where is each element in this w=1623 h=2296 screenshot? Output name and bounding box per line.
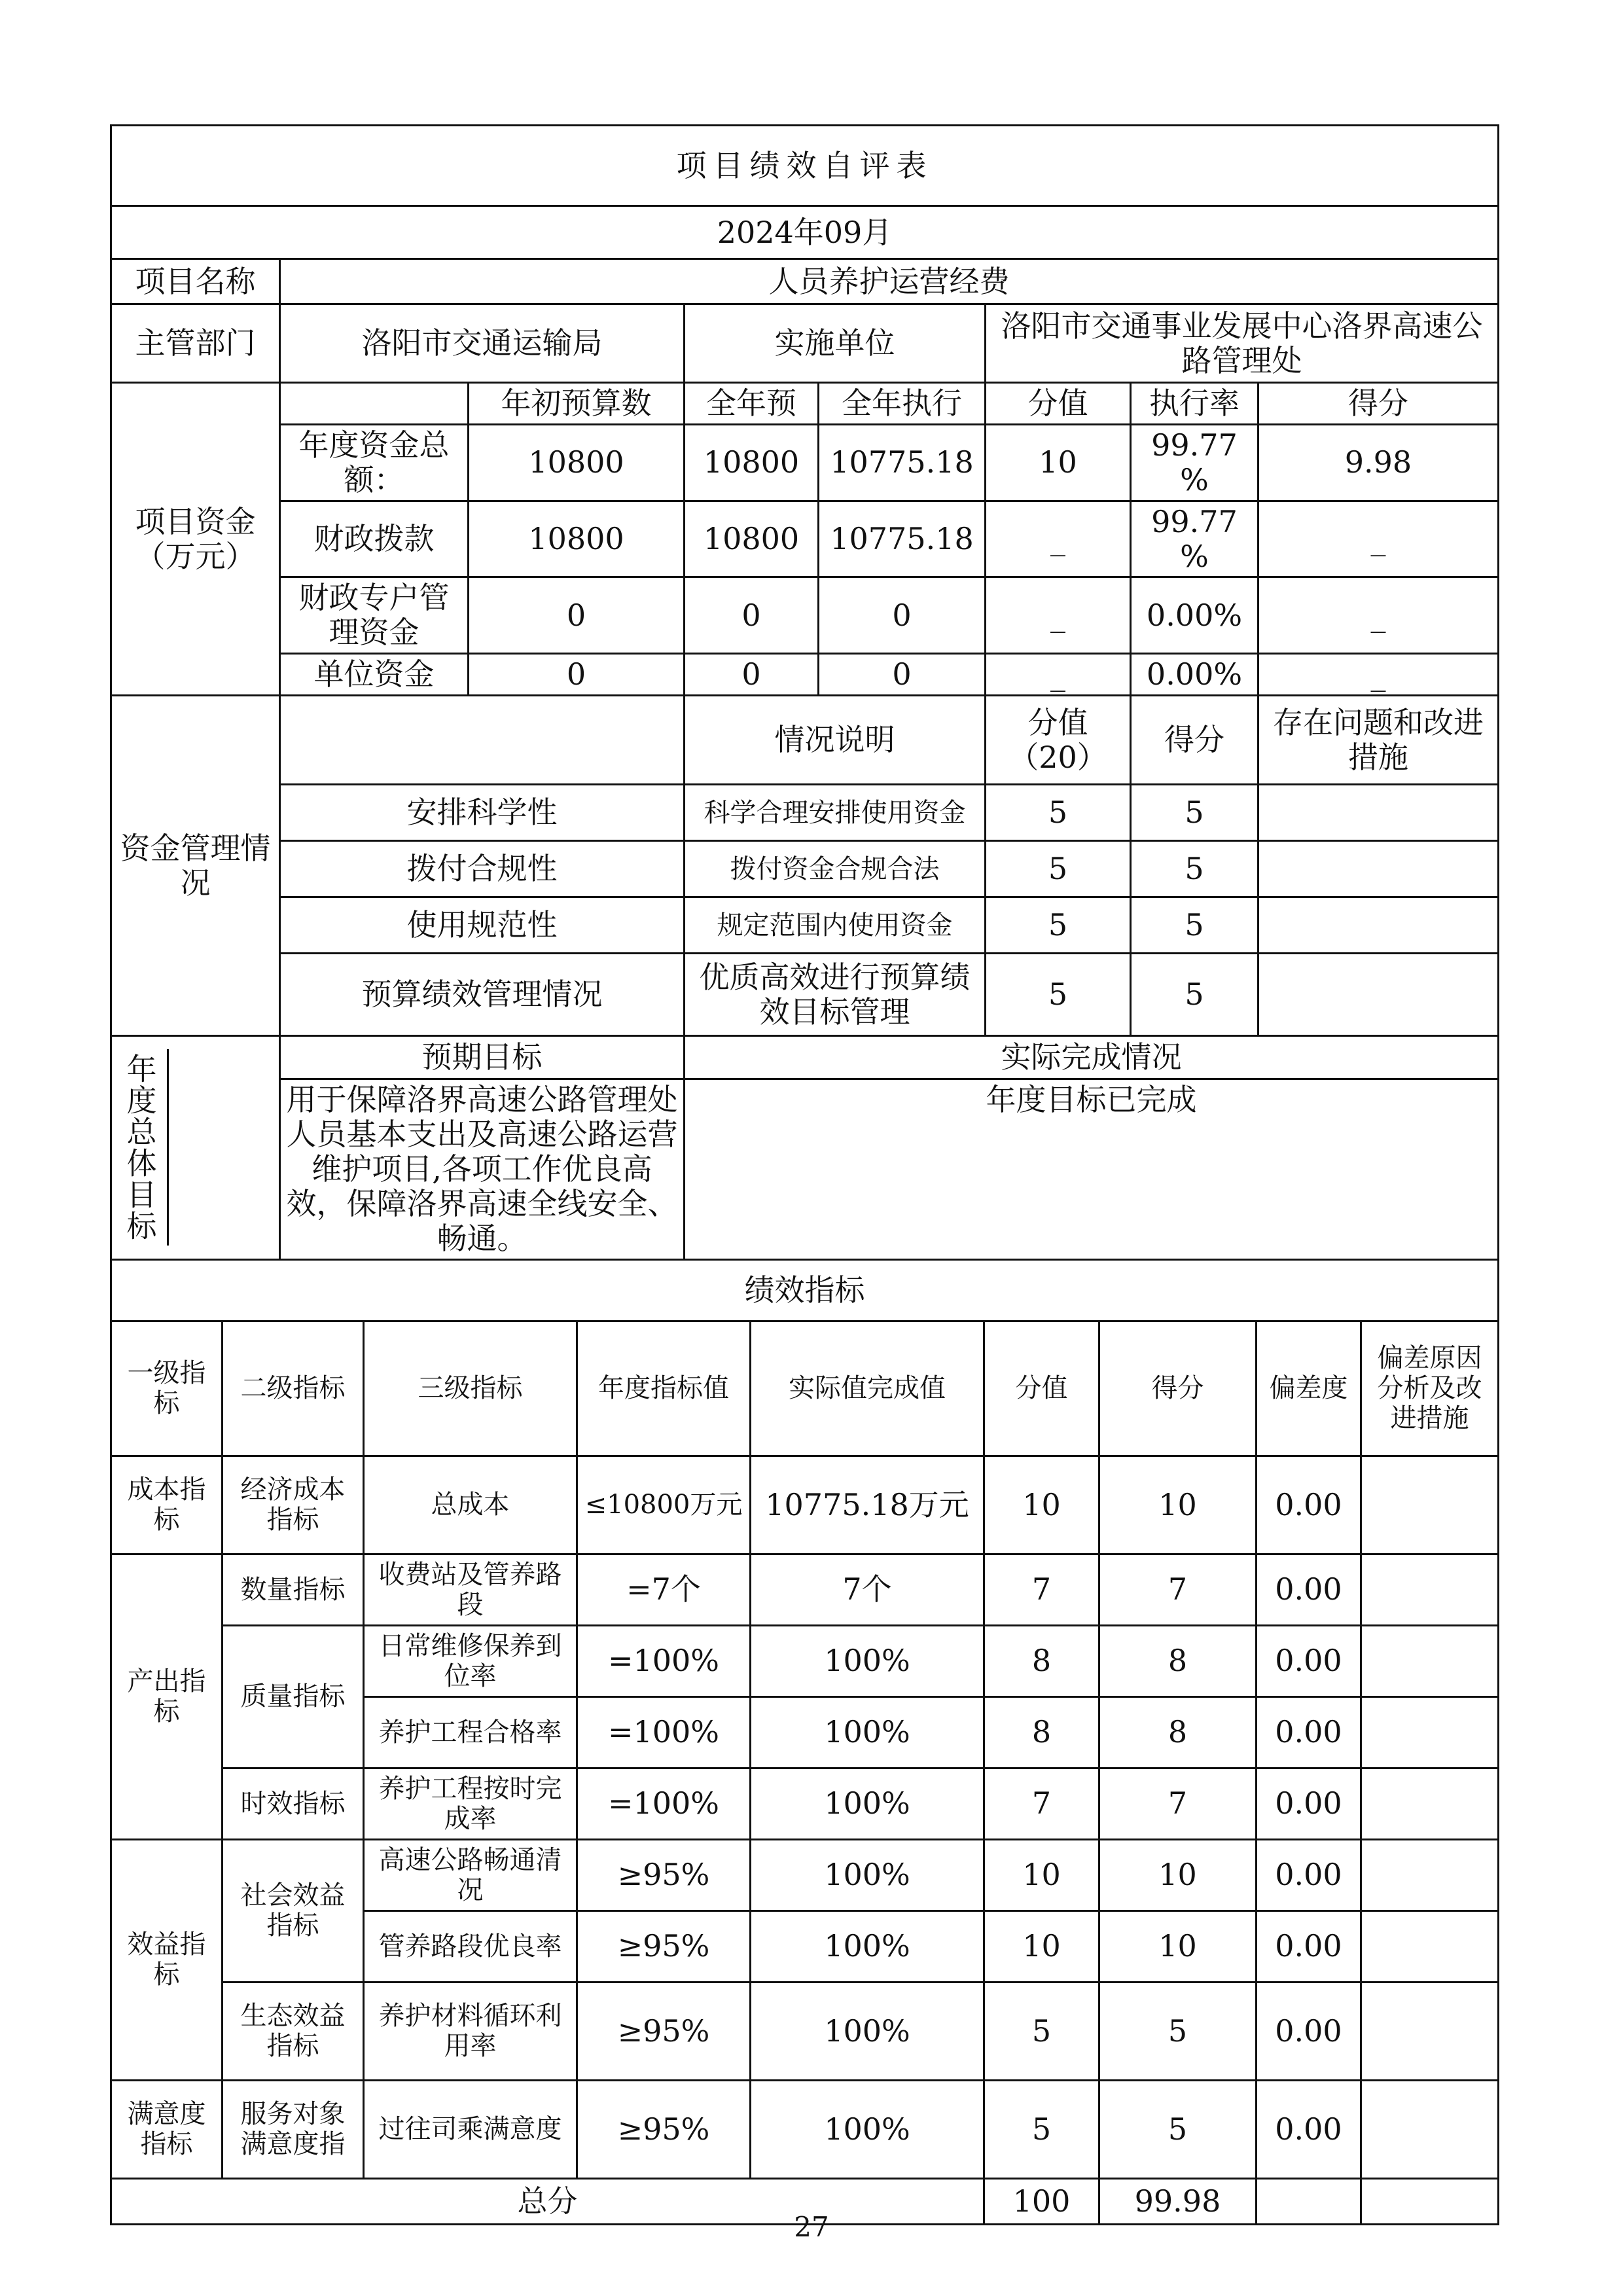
funds-header-blank xyxy=(280,383,469,425)
kpi-benefit-s1-score: 10 xyxy=(1099,1839,1257,1910)
kpi-cost-reason xyxy=(1361,1456,1499,1554)
mgmt-header-value: 分值（20） xyxy=(986,696,1131,785)
kpi-benefit-s1-value: 10 xyxy=(984,1839,1099,1910)
funds-row-value: _ xyxy=(986,577,1131,654)
kpi-header-l3: 三级指标 xyxy=(364,1321,577,1456)
kpi-benefit-eco-reason xyxy=(1361,1982,1499,2080)
funds-header-value: 分值 xyxy=(986,383,1131,425)
kpi-output-qty-target: =7个 xyxy=(577,1554,751,1625)
mgmt-row-value: 5 xyxy=(986,897,1131,954)
funds-row-rate: 0.00% xyxy=(1131,577,1258,654)
funds-row-value: _ xyxy=(986,654,1131,696)
kpi-benefit-s1-target: ≥95% xyxy=(577,1839,751,1910)
kpi-benefit-s1-l3: 高速公路畅通清况 xyxy=(364,1839,577,1910)
dept-label: 主管部门 xyxy=(111,304,280,383)
funds-row-full: 0 xyxy=(685,577,819,654)
form-title: 项目绩效自评表 xyxy=(111,126,1499,206)
kpi-output-time-actual: 100% xyxy=(751,1768,984,1839)
funds-row-name: 财政拨款 xyxy=(280,501,469,577)
kpi-output-q2-reason xyxy=(1361,1696,1499,1768)
funds-row-budget: 10800 xyxy=(469,501,685,577)
total-label: 总分 xyxy=(111,2178,984,2224)
mgmt-row-issue xyxy=(1258,954,1499,1036)
funds-row-score: _ xyxy=(1258,654,1499,696)
kpi-satisfaction-l1: 满意度指标 xyxy=(111,2080,223,2178)
goals-actual-label: 实际完成情况 xyxy=(685,1036,1499,1079)
kpi-benefit-social-l2: 社会效益指标 xyxy=(223,1839,364,1982)
kpi-satisfaction-dev: 0.00 xyxy=(1257,2080,1361,2178)
kpi-output-q2-score: 8 xyxy=(1099,1696,1257,1768)
kpi-output-qty-score: 7 xyxy=(1099,1554,1257,1625)
kpi-output-qty-actual: 7个 xyxy=(751,1554,984,1625)
funds-row-exec: 0 xyxy=(819,577,986,654)
kpi-satisfaction-reason xyxy=(1361,2080,1499,2178)
funds-row-name: 年度资金总额： xyxy=(280,424,469,501)
kpi-header-l1: 一级指标 xyxy=(111,1321,223,1456)
funds-row-full: 10800 xyxy=(685,424,819,501)
funds-row-full: 10800 xyxy=(685,501,819,577)
funds-header-rate: 执行率 xyxy=(1131,383,1258,425)
mgmt-row-desc: 优质高效进行预算绩效目标管理 xyxy=(685,954,986,1036)
mgmt-row-score: 5 xyxy=(1131,785,1258,841)
mgmt-header-desc: 情况说明 xyxy=(685,696,986,785)
goals-label-cell xyxy=(111,1036,280,1259)
impl-label: 实施单位 xyxy=(685,304,986,383)
kpi-cost-l1: 成本指标 xyxy=(111,1456,223,1554)
kpi-output-q1-l3: 日常维修保养到位率 xyxy=(364,1625,577,1696)
kpi-output-qty-l2: 数量指标 xyxy=(223,1554,364,1625)
funds-header-score: 得分 xyxy=(1258,383,1499,425)
dept-value: 洛阳市交通运输局 xyxy=(280,304,685,383)
project-name-label: 项目名称 xyxy=(111,259,280,304)
kpi-output-q1-score: 8 xyxy=(1099,1625,1257,1696)
kpi-header-dev: 偏差度 xyxy=(1257,1321,1361,1456)
kpi-cost-l3: 总成本 xyxy=(364,1456,577,1554)
mgmt-label: 资金管理情况 xyxy=(111,696,280,1036)
kpi-output-q1-target: =100% xyxy=(577,1625,751,1696)
kpi-benefit-s2-score: 10 xyxy=(1099,1910,1257,1982)
kpi-benefit-s2-actual: 100% xyxy=(751,1910,984,1982)
kpi-cost-score: 10 xyxy=(1099,1456,1257,1554)
funds-row-score: _ xyxy=(1258,501,1499,577)
kpi-benefit-s1-reason xyxy=(1361,1839,1499,1910)
kpi-cost-l2: 经济成本指标 xyxy=(223,1456,364,1554)
kpi-output-q1-actual: 100% xyxy=(751,1625,984,1696)
kpi-cost-target: ≤10800万元 xyxy=(577,1456,751,1554)
funds-row-exec: 10775.18 xyxy=(819,501,986,577)
funds-row-budget: 10800 xyxy=(469,424,685,501)
kpi-satisfaction-target: ≥95% xyxy=(577,2080,751,2178)
kpi-header-l2: 二级指标 xyxy=(223,1321,364,1456)
mgmt-row-value: 5 xyxy=(986,954,1131,1036)
funds-row-score: _ xyxy=(1258,577,1499,654)
kpi-header-score: 得分 xyxy=(1099,1321,1257,1456)
kpi-output-qty-value: 7 xyxy=(984,1554,1099,1625)
kpi-benefit-s1-actual: 100% xyxy=(751,1839,984,1910)
impl-value: 洛阳市交通事业发展中心洛界高速公路管理处 xyxy=(986,304,1499,383)
kpi-cost-dev: 0.00 xyxy=(1257,1456,1361,1554)
kpi-satisfaction-score: 5 xyxy=(1099,2080,1257,2178)
mgmt-row-desc: 规定范围内使用资金 xyxy=(685,897,986,954)
kpi-output-q1-value: 8 xyxy=(984,1625,1099,1696)
kpi-output-q2-l3: 养护工程合格率 xyxy=(364,1696,577,1768)
kpi-benefit-eco-actual: 100% xyxy=(751,1982,984,2080)
mgmt-row-score: 5 xyxy=(1131,897,1258,954)
kpi-header-value: 分值 xyxy=(984,1321,1099,1456)
mgmt-row-value: 5 xyxy=(986,785,1131,841)
funds-row-name: 单位资金 xyxy=(280,654,469,696)
kpi-output-time-l2: 时效指标 xyxy=(223,1768,364,1839)
kpi-benefit-eco-target: ≥95% xyxy=(577,1982,751,2080)
kpi-cost-actual: 10775.18万元 xyxy=(751,1456,984,1554)
funds-row-rate: 0.00% xyxy=(1131,654,1258,696)
kpi-output-time-l3: 养护工程按时完成率 xyxy=(364,1768,577,1839)
kpi-header-reason: 偏差原因分析及改进措施 xyxy=(1361,1321,1499,1456)
summary-table xyxy=(110,124,1499,1322)
mgmt-row-issue xyxy=(1258,897,1499,954)
mgmt-row-issue xyxy=(1258,841,1499,897)
kpi-output-q2-target: =100% xyxy=(577,1696,751,1768)
funds-row-exec: 0 xyxy=(819,654,986,696)
kpi-benefit-s2-target: ≥95% xyxy=(577,1910,751,1982)
mgmt-row-item: 使用规范性 xyxy=(280,897,685,954)
goals-expected-label: 预期目标 xyxy=(280,1036,685,1079)
funds-label: 项目资金（万元） xyxy=(111,383,280,696)
mgmt-row-item: 预算绩效管理情况 xyxy=(280,954,685,1036)
mgmt-row-score: 5 xyxy=(1131,841,1258,897)
funds-row-budget: 0 xyxy=(469,654,685,696)
kpi-output-q2-actual: 100% xyxy=(751,1696,984,1768)
mgmt-row-desc: 科学合理安排使用资金 xyxy=(685,785,986,841)
total-score: 99.98 xyxy=(1099,2178,1257,2224)
kpi-table xyxy=(110,1320,1499,2225)
kpi-benefit-s2-value: 10 xyxy=(984,1910,1099,1982)
kpi-output-q2-value: 8 xyxy=(984,1696,1099,1768)
mgmt-row-value: 5 xyxy=(986,841,1131,897)
kpi-output-qty-l3: 收费站及管养路段 xyxy=(364,1554,577,1625)
kpi-satisfaction-l2: 服务对象满意度指 xyxy=(223,2080,364,2178)
funds-row-name: 财政专户管理资金 xyxy=(280,577,469,654)
kpi-satisfaction-l3: 过往司乘满意度 xyxy=(364,2080,577,2178)
kpi-benefit-eco-value: 5 xyxy=(984,1982,1099,2080)
mgmt-row-item: 安排科学性 xyxy=(280,785,685,841)
mgmt-header-blank xyxy=(280,696,685,785)
kpi-header-target: 年度指标值 xyxy=(577,1321,751,1456)
funds-header-full: 全年预 xyxy=(685,383,819,425)
project-name: 人员养护运营经费 xyxy=(280,259,1499,304)
funds-row-budget: 0 xyxy=(469,577,685,654)
kpi-section-title: 绩效指标 xyxy=(111,1259,1499,1321)
funds-header-exec: 全年执行 xyxy=(819,383,986,425)
mgmt-row-issue xyxy=(1258,785,1499,841)
funds-row-full: 0 xyxy=(685,654,819,696)
evaluation-form xyxy=(110,124,1497,2219)
kpi-benefit-l1: 效益指标 xyxy=(111,1839,223,2080)
kpi-benefit-eco-l2: 生态效益指标 xyxy=(223,1982,364,2080)
kpi-header-actual: 实际值完成值 xyxy=(751,1321,984,1456)
mgmt-row-desc: 拨付资金合规合法 xyxy=(685,841,986,897)
mgmt-header-issues: 存在问题和改进措施 xyxy=(1258,696,1499,785)
funds-row-value: _ xyxy=(986,501,1131,577)
funds-row-exec: 10775.18 xyxy=(819,424,986,501)
kpi-benefit-eco-l3: 养护材料循环利用率 xyxy=(364,1982,577,2080)
funds-row-value: 10 xyxy=(986,424,1131,501)
kpi-benefit-s2-reason xyxy=(1361,1910,1499,1982)
goals-label: 年度总体目标 xyxy=(112,1049,169,1246)
kpi-benefit-eco-score: 5 xyxy=(1099,1982,1257,2080)
kpi-benefit-eco-dev: 0.00 xyxy=(1257,1982,1361,2080)
kpi-output-time-target: =100% xyxy=(577,1768,751,1839)
total-value: 100 xyxy=(984,2178,1099,2224)
kpi-output-time-reason xyxy=(1361,1768,1499,1839)
form-date: 2024年09月 xyxy=(111,206,1499,259)
kpi-output-time-value: 7 xyxy=(984,1768,1099,1839)
kpi-output-q2-dev: 0.00 xyxy=(1257,1696,1361,1768)
kpi-output-quality-l2: 质量指标 xyxy=(223,1625,364,1768)
funds-header-budget: 年初预算数 xyxy=(469,383,685,425)
kpi-output-q1-dev: 0.00 xyxy=(1257,1625,1361,1696)
kpi-output-l1: 产出指标 xyxy=(111,1554,223,1839)
kpi-satisfaction-value: 5 xyxy=(984,2080,1099,2178)
kpi-output-qty-reason xyxy=(1361,1554,1499,1625)
kpi-output-q1-reason xyxy=(1361,1625,1499,1696)
goals-expected-text: 用于保障洛界高速公路管理处人员基本支出及高速公路运营维护项目,各项工作优良高效，保障洛界高速全线安全、畅通。 xyxy=(280,1079,685,1259)
mgmt-header-score: 得分 xyxy=(1131,696,1258,785)
funds-row-rate: 99.77 % xyxy=(1131,501,1258,577)
kpi-benefit-s2-dev: 0.00 xyxy=(1257,1910,1361,1982)
funds-row-rate: 99.77 % xyxy=(1131,424,1258,501)
funds-row-score: 9.98 xyxy=(1258,424,1499,501)
page-number: 27 xyxy=(794,2211,829,2243)
kpi-output-qty-dev: 0.00 xyxy=(1257,1554,1361,1625)
kpi-benefit-s2-l3: 管养路段优良率 xyxy=(364,1910,577,1982)
kpi-cost-value: 10 xyxy=(984,1456,1099,1554)
kpi-output-time-dev: 0.00 xyxy=(1257,1768,1361,1839)
kpi-output-time-score: 7 xyxy=(1099,1768,1257,1839)
mgmt-row-item: 拨付合规性 xyxy=(280,841,685,897)
kpi-benefit-s1-dev: 0.00 xyxy=(1257,1839,1361,1910)
goals-actual-text: 年度目标已完成 xyxy=(685,1079,1499,1259)
kpi-satisfaction-actual: 100% xyxy=(751,2080,984,2178)
mgmt-row-score: 5 xyxy=(1131,954,1258,1036)
